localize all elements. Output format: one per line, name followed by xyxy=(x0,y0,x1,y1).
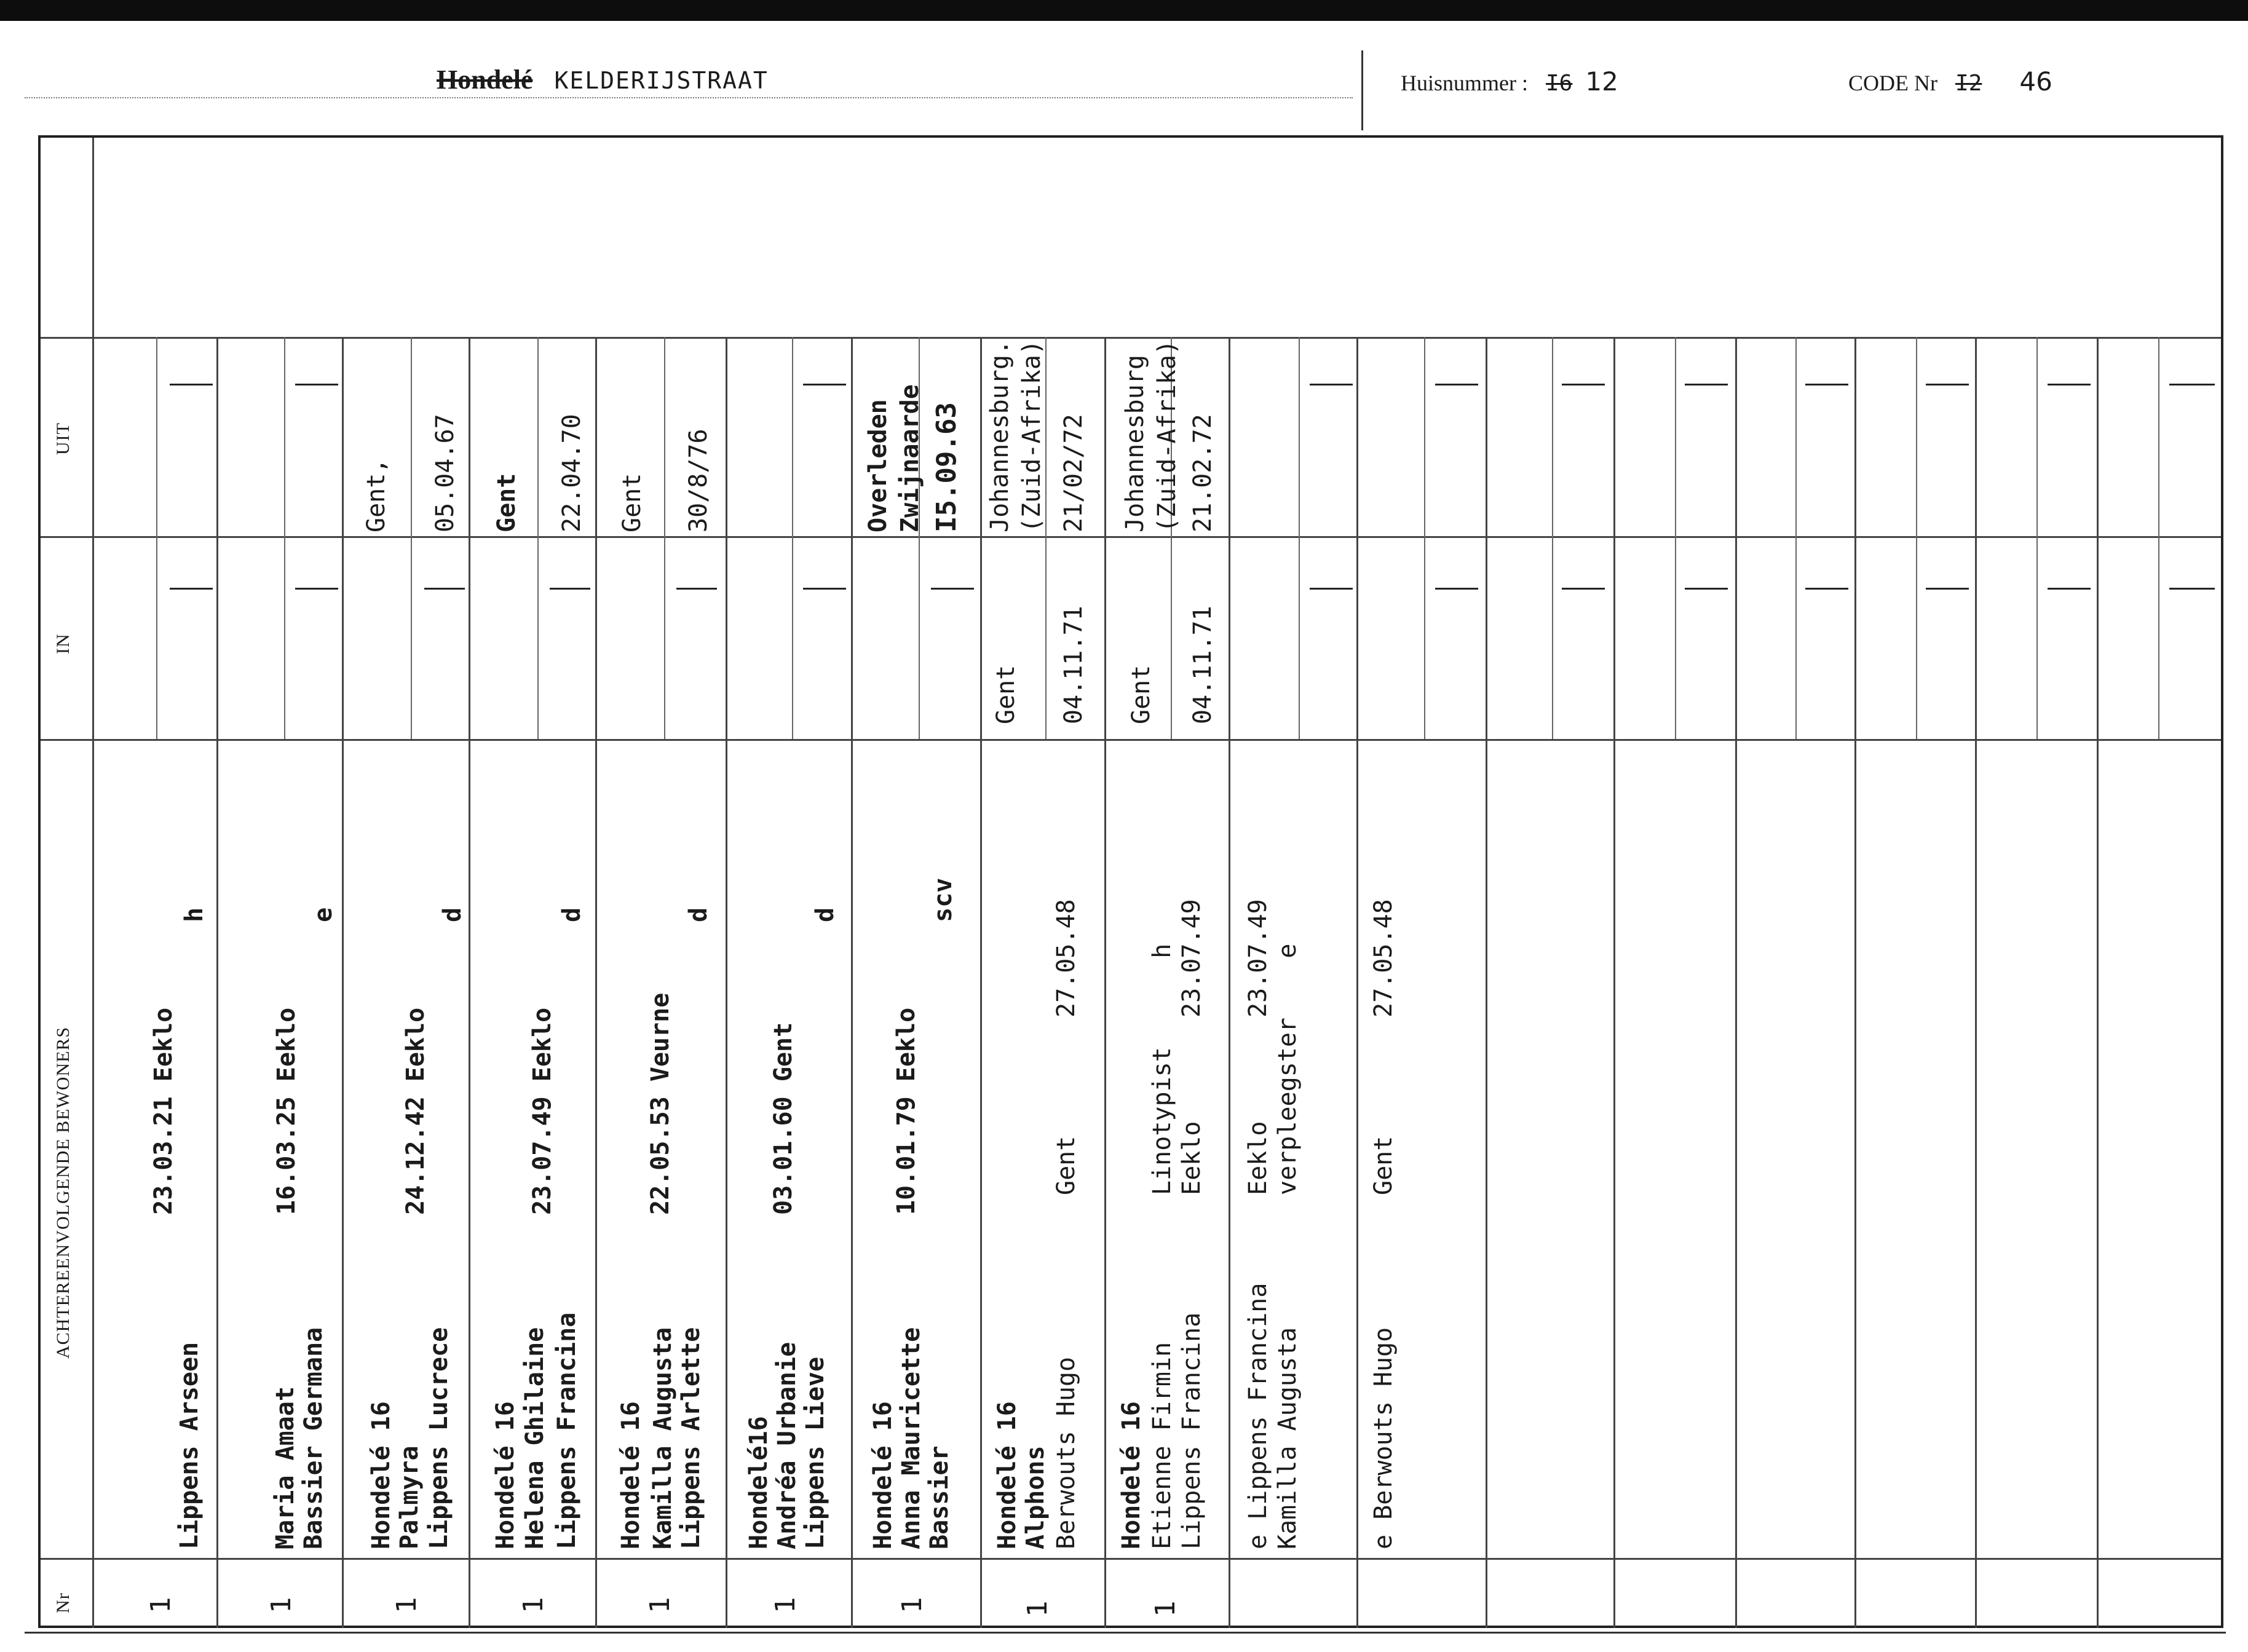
row-1-birth: 23.03.21 Eeklo xyxy=(149,1007,178,1215)
detail-line: Eeklo 23.07.49 xyxy=(1244,899,1272,1195)
row-2-nr: 1 xyxy=(266,1597,297,1613)
row-5-uit-date: 30/8/76 xyxy=(684,429,713,532)
bottom-edge xyxy=(25,1632,2226,1652)
row-separator xyxy=(1854,337,1856,1628)
date-subline xyxy=(1299,337,1300,739)
date-subline xyxy=(284,337,285,739)
header-divider xyxy=(1361,50,1363,130)
name-line: Lippens Francina xyxy=(1177,1312,1206,1549)
empty-dash xyxy=(1435,588,1478,590)
row-8-in-place: Gent xyxy=(992,665,1020,724)
code-old: I2 xyxy=(1955,71,1982,96)
empty-dash xyxy=(676,588,717,590)
row-7-uit-date: I5.09.63 xyxy=(931,402,962,532)
detail-line: Eeklo 23.07.49 xyxy=(1177,899,1206,1195)
row-7-nr: 1 xyxy=(896,1597,928,1613)
row-8-uit-date: 21/02/72 xyxy=(1059,414,1088,532)
name-line: Berwouts Hugo xyxy=(1052,1356,1080,1549)
column-label-nr: Nr xyxy=(53,1592,73,1613)
name-line: Alphons xyxy=(1021,1445,1050,1549)
code-new: 46 xyxy=(2019,66,2052,97)
row-5-uit-place: Gent xyxy=(618,473,646,532)
empty-dash xyxy=(2169,588,2215,590)
row-9-uit-place: Johannesburg (Zuid-Afrika) xyxy=(1121,339,1181,532)
label-column-line xyxy=(92,138,94,1628)
empty-dash xyxy=(550,588,590,590)
empty-dash xyxy=(2169,384,2215,385)
row-separator xyxy=(1735,337,1737,1628)
empty-dash xyxy=(1310,384,1353,385)
empty-dash xyxy=(1805,384,1848,385)
row-2-birth: 16.03.25 Eeklo xyxy=(272,1007,301,1215)
name-line: Hondelé 16 xyxy=(367,1401,395,1549)
row-separator xyxy=(1975,337,1977,1628)
name-line: Hondelé 16 xyxy=(617,1401,645,1549)
row-9-nr: 1 xyxy=(1150,1600,1181,1617)
name-line: Hondelé 16 xyxy=(869,1401,897,1549)
name-line: Maria Amaat xyxy=(271,1386,299,1549)
street-crossed: Hondelé xyxy=(437,65,533,95)
name-line: e Lippens Francina xyxy=(1244,1282,1272,1549)
scan-top-edge xyxy=(0,0,2248,21)
date-subline xyxy=(1424,337,1425,739)
date-subline xyxy=(1552,337,1553,739)
empty-dash xyxy=(1805,588,1848,590)
row-separator xyxy=(2097,337,2099,1628)
row-6-birth: 03.01.60 Gent xyxy=(769,1022,797,1215)
name-line: Hondelé 16 xyxy=(491,1401,520,1549)
name-line: Lippens Francina xyxy=(553,1312,581,1549)
row-8-in-date: 04.11.71 xyxy=(1059,606,1088,724)
row-9-name xyxy=(1112,1313,1431,1549)
row-4-nr: 1 xyxy=(518,1597,549,1613)
row-4-uit-date: 22.04.70 xyxy=(558,414,586,532)
huisnummer xyxy=(1401,66,1618,97)
empty-dash xyxy=(2048,384,2091,385)
empty-dash xyxy=(1926,588,1969,590)
date-subline xyxy=(2036,337,2038,739)
row-4-status: d xyxy=(558,907,586,922)
row-8-uit-place: Johannesburg. (Zuid-Afrika) xyxy=(986,339,1046,532)
row-5-birth: 22.05.53 Veurne xyxy=(646,992,675,1215)
empty-dash xyxy=(295,384,338,385)
date-subline xyxy=(2158,337,2159,739)
nr-top-line xyxy=(41,1558,2221,1560)
column-label-uit: UIT xyxy=(53,422,73,455)
row-7-status: scv xyxy=(929,877,957,922)
in-top-line xyxy=(41,536,2221,538)
detail-line: Linotypist h xyxy=(1148,943,1176,1195)
date-subline xyxy=(1675,337,1676,739)
detail-line: Gent 27.05.48 xyxy=(1052,899,1080,1195)
row-9-details xyxy=(1112,899,1431,1195)
huisnummer-label: Huisnummer : xyxy=(1401,71,1528,95)
empty-dash xyxy=(1685,588,1728,590)
name-line: Helena Ghilaine xyxy=(521,1327,549,1549)
date-subline xyxy=(664,337,665,739)
empty-dash xyxy=(1562,384,1605,385)
row-5-status: d xyxy=(684,907,713,922)
empty-dash xyxy=(1685,384,1728,385)
row-6-nr: 1 xyxy=(770,1597,801,1613)
empty-dash xyxy=(1926,384,1969,385)
column-label-in: IN xyxy=(53,633,73,654)
row-6-status: d xyxy=(811,907,839,922)
row-5-nr: 1 xyxy=(644,1597,676,1613)
row-separator xyxy=(1486,337,1487,1628)
name-line: Hondelé16 xyxy=(745,1416,773,1549)
name-line: Andréa Urbanie xyxy=(773,1342,801,1549)
name-line: Palmyra xyxy=(395,1445,424,1549)
street-heading xyxy=(437,64,769,95)
bewoners-top-line xyxy=(41,739,2221,741)
name-line: Etienne Firmin xyxy=(1148,1342,1176,1549)
empty-dash xyxy=(295,588,338,590)
empty-dash xyxy=(170,384,213,385)
name-line: Lippens Arlette xyxy=(677,1327,705,1549)
empty-dash xyxy=(1435,384,1478,385)
date-subline xyxy=(792,337,793,739)
row-separator xyxy=(1613,337,1615,1628)
empty-dash xyxy=(1562,588,1605,590)
code-label: CODE Nr xyxy=(1848,71,1937,95)
street-dotted-line xyxy=(25,97,1353,98)
detail-line: verpleegster e xyxy=(1273,943,1302,1195)
row-3-status: d xyxy=(438,907,467,922)
row-4-uit-place: Gent xyxy=(493,473,521,532)
date-subline xyxy=(411,337,412,739)
name-line: Kamilla Augusta xyxy=(1273,1327,1302,1549)
row-8-nr: 1 xyxy=(1022,1600,1053,1617)
name-line: Bassier xyxy=(925,1445,954,1549)
row-3-uit-date: 05.04.67 xyxy=(431,414,459,532)
empty-dash xyxy=(803,588,846,590)
name-line: Lippens Lucrece xyxy=(425,1327,453,1549)
row-9-in-place: Gent xyxy=(1127,665,1155,724)
detail-line: Gent 27.05.48 xyxy=(1369,899,1398,1195)
name-line: Kamilla Augusta xyxy=(649,1327,677,1549)
empty-dash xyxy=(931,588,974,590)
row-1-status: h xyxy=(180,907,208,922)
row-7-birth: 10.01.79 Eeklo xyxy=(892,1007,920,1215)
name-line: Anna Mauricette xyxy=(897,1327,925,1549)
empty-dash xyxy=(1310,588,1353,590)
date-subline xyxy=(1916,337,1917,739)
street-name: KELDERIJSTRAAT xyxy=(554,67,769,94)
empty-dash xyxy=(424,588,465,590)
date-subline xyxy=(1795,337,1797,739)
name-line: Lippens Arseen xyxy=(175,1342,204,1549)
empty-dash xyxy=(2048,588,2091,590)
huisnummer-old: I6 xyxy=(1545,71,1573,96)
huisnummer-new: 12 xyxy=(1585,66,1618,97)
row-2-status: e xyxy=(309,907,338,922)
row-3-birth: 24.12.42 Eeklo xyxy=(402,1007,430,1215)
name-line: Hondelé 16 xyxy=(1117,1401,1146,1549)
empty-dash xyxy=(170,588,213,590)
name-line: e Berwouts Hugo xyxy=(1369,1327,1398,1549)
row-4-birth: 23.07.49 Eeklo xyxy=(528,1007,556,1215)
empty-dash xyxy=(803,384,846,385)
code-number xyxy=(1848,66,2052,97)
uit-top-line xyxy=(41,337,2221,339)
row-9-in-date: 04.11.71 xyxy=(1189,606,1217,724)
row-9-uit-date: 21.02.72 xyxy=(1189,414,1217,532)
row-7-uit-place: Overleden Zwijnaarde xyxy=(864,384,924,532)
name-line: Lippens Lieve xyxy=(801,1356,829,1549)
name-line: Hondelé 16 xyxy=(993,1401,1021,1549)
row-3-uit-place: Gent, xyxy=(362,458,390,532)
row-3-nr: 1 xyxy=(391,1597,422,1613)
date-subline xyxy=(156,337,157,739)
column-label-bewoners: ACHTEREENVOLGENDE BEWONERS xyxy=(53,1026,73,1359)
date-subline xyxy=(537,337,539,739)
name-line: Bassier Germana xyxy=(299,1327,328,1549)
row-1-nr: 1 xyxy=(145,1597,176,1613)
